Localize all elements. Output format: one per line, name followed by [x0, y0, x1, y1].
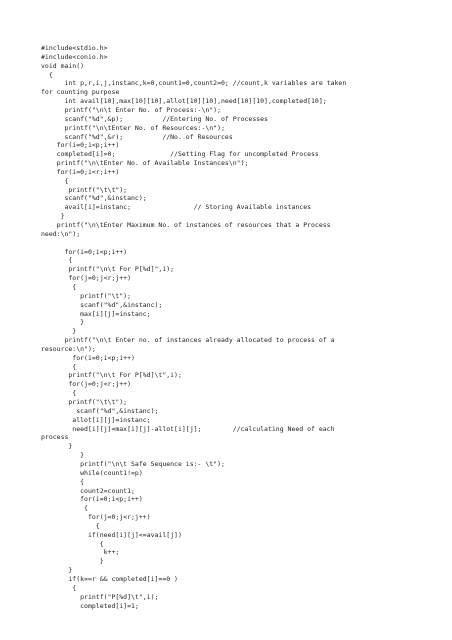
- code-line: {: [41, 504, 88, 513]
- code-line: for counting purpose: [41, 88, 120, 97]
- code-line: scanf("%d",&instanc);: [41, 300, 163, 309]
- code-line: for(j=0;j<r;j++): [41, 274, 132, 283]
- code-line: printf("\n\tEnter Maximum No. of instances of resources that a Process: [41, 221, 331, 229]
- code-line: printf("\t\t");: [41, 185, 128, 194]
- code-line: {: [41, 521, 100, 530]
- code-line: printf("\n\t Enter No. of Process:-\n");: [41, 105, 222, 114]
- code-line: scanf("%d",&instanc);: [41, 194, 147, 203]
- code-line: {: [41, 282, 77, 291]
- code-line: avail[i]=instanc; // Storing Available instances: [41, 203, 312, 212]
- code-line: count2=count1;: [41, 486, 135, 495]
- code-line: {: [41, 70, 53, 79]
- code-line: {: [41, 176, 69, 185]
- code-line: }: [41, 451, 85, 460]
- code-line: for(i=0;i<p;i++): [41, 495, 143, 504]
- code-line: printf("\n\t Safe Sequence is:- \t");: [41, 459, 225, 468]
- code-line: printf("\t\t");: [41, 398, 128, 406]
- code-line: need:\n");: [41, 229, 81, 238]
- code-line: #include<conio.h>: [41, 52, 108, 61]
- code-line: {: [41, 389, 77, 398]
- code-line: {: [41, 362, 77, 371]
- code-line: scanf("%d",&instanc);: [41, 406, 159, 415]
- code-line: #include<stdio.h>: [41, 44, 108, 52]
- code-line: for(i=0;i<p;i++): [41, 141, 120, 150]
- code-line: {: [41, 583, 77, 592]
- code-line: printf("\n\tEnter No. of Available Instances\n");: [41, 159, 249, 168]
- code-line: allot[i][j]=instanc;: [41, 415, 151, 424]
- code-line: printf("P[%d]\t",i);: [41, 592, 159, 601]
- code-line: {: [41, 539, 104, 548]
- code-line: process: [41, 433, 69, 442]
- code-line: }: [41, 442, 73, 451]
- code-line: resource:\n");: [41, 344, 96, 353]
- code-line: printf("\n\t Enter no. of instances already allocated to process of a: [41, 336, 335, 345]
- code-line: for(j=0;j<r;j++): [41, 513, 151, 522]
- code-line: {: [41, 256, 73, 265]
- code-line: for(j=0;j<r;j++): [41, 380, 132, 389]
- code-line: for(i=0;i<p;i++): [41, 353, 135, 362]
- code-line: scanf("%d",&p); //Entering No. of Processes: [41, 114, 268, 123]
- code-line: void main(): [41, 61, 85, 70]
- code-line: }: [41, 318, 85, 327]
- code-line: for(i=0;i<r;i++): [41, 167, 120, 176]
- code-line: for(i=0;i<p;i++): [41, 247, 128, 256]
- code-line: while(count1!=p): [41, 468, 143, 477]
- code-line: need[i][j]=max[i][j]-allot[i][j]; //calculating Need of each: [41, 424, 335, 433]
- code-line: if(need[i][j]<=avail[j]): [41, 530, 182, 539]
- code-line: }: [41, 327, 77, 336]
- code-line: printf("\n\tEnter No. of Resources:-\n");: [41, 123, 225, 132]
- code-line: completed[i]=1;: [41, 601, 139, 610]
- code-line: completed[i]=0; //Setting Flag for uncompleted Process: [41, 150, 319, 159]
- code-line: k++;: [41, 548, 120, 557]
- code-line: max[i][j]=instanc;: [41, 309, 151, 318]
- code-line: }: [41, 557, 104, 566]
- code-line: {: [41, 477, 85, 486]
- code-line: }: [41, 212, 65, 221]
- code-line: printf("\n\t For P[%d]\t",i);: [41, 371, 182, 380]
- code-line: scanf("%d",&r); //No. of Resources: [41, 132, 233, 141]
- code-line: }: [41, 566, 73, 575]
- code-line: int p,r,i,j,instanc,k=0,count1=0,count2=0; //count,k variables are taken: [41, 79, 347, 88]
- code-line: int avail[10],max[10][10],allot[10][10],need[10][10],completed[10];: [41, 97, 327, 106]
- code-line: printf("\n\t For P[%d]",i);: [41, 265, 175, 274]
- code-line: if(k==r && completed[i]==0 ): [41, 575, 178, 583]
- code-line: printf("\t");: [41, 291, 132, 300]
